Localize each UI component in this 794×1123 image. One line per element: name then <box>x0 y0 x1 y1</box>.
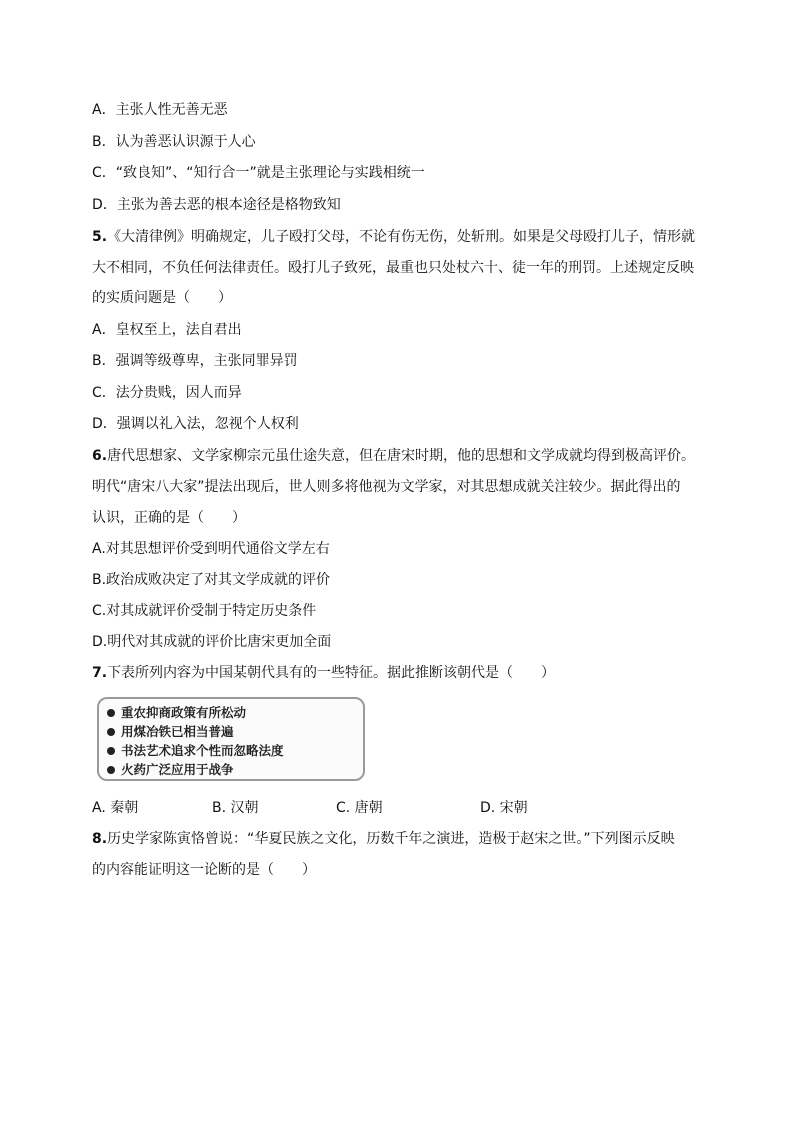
q6-text-1: 唐代思想家、文学家柳宗元虽仕途失意，但在唐宋时期，他的思想和文学成就均得到极高评价。 <box>107 448 696 464</box>
q7-number: 7. <box>92 665 108 681</box>
bullet-icon <box>107 766 115 774</box>
q7-option-a: A. 秦朝 <box>92 800 139 816</box>
q6-option-c: C.对其成就评价受制于特定历史条件 <box>92 603 317 619</box>
q4-option-a: A．主张人性无善无恶 <box>92 102 228 118</box>
q6-option-b: B.政治成败决定了对其文学成就的评价 <box>92 572 331 588</box>
bullet-icon <box>107 728 115 736</box>
q7-feature-text: 用煤冶铁已相当普遍 <box>121 724 234 739</box>
q8-stem-line-2: 的内容能证明这一论断的是（ ） <box>92 862 316 878</box>
q5-stem-line-3: 的实质问题是（ ） <box>92 290 232 306</box>
q7-option-d: D. 宋朝 <box>480 800 528 816</box>
q8-number: 8. <box>92 831 108 847</box>
q5-option-b: B．强调等级尊卑，主张同罪异罚 <box>92 353 298 369</box>
q7-feature-item <box>121 762 234 778</box>
q7-stem <box>92 663 555 683</box>
q6-stem-line-3: 认识，正确的是（ ） <box>92 510 246 526</box>
q8-stem-line-1 <box>92 829 675 849</box>
q7-feature-text: 火药广泛应用于战争 <box>121 762 234 777</box>
q5-option-a: A．皇权至上，法自君出 <box>92 322 242 338</box>
q7-text: 下表所列内容为中国某朝代具有的一些特征。据此推断该朝代是（ ） <box>107 665 556 681</box>
q7-feature-item <box>121 724 234 740</box>
q6-option-d: D.明代对其成就的评价比唐宋更加全面 <box>92 634 332 650</box>
bullet-icon <box>107 747 115 755</box>
q7-feature-item <box>121 705 246 721</box>
q7-option-b: B. 汉朝 <box>212 800 259 816</box>
q4-option-d: D．主张为善去恶的根本途径是格物致知 <box>92 197 341 213</box>
q5-option-d: D．强调以礼入法，忽视个人权利 <box>92 416 299 432</box>
q5-option-c: C．法分贵贱，因人而异 <box>92 385 242 401</box>
q4-option-b: B．认为善恶认识源于人心 <box>92 134 256 150</box>
q5-stem-line-2: 大不相同，不负任何法律责任。殴打儿子致死，最重也只处杖六十、徒一年的刑罚。上述规定反映 <box>92 260 694 276</box>
q7-feature-item <box>121 743 284 759</box>
q5-text-1: 《大清律例》明确规定，儿子殴打父母，不论有伤无伤，处斩刑。如果是父母殴打儿子，情形就 <box>107 229 696 245</box>
q7-feature-box <box>97 697 365 781</box>
q6-number: 6. <box>92 448 108 464</box>
q5-number: 5. <box>92 229 108 245</box>
q7-feature-text: 书法艺术追求个性而忽略法度 <box>121 743 284 758</box>
q7-feature-text: 重农抑商政策有所松动 <box>121 705 247 720</box>
q6-stem-line-2: 明代“唐宋八大家”提法出现后，世人则多将他视为文学家，对其思想成就关注较少。据此得出的 <box>92 479 681 495</box>
bullet-icon <box>107 709 115 717</box>
q6-stem-line-1 <box>92 446 695 466</box>
q4-option-c: C．“致良知”、“知行合一”就是主张理论与实践相统一 <box>92 165 425 181</box>
q7-option-c: C. 唐朝 <box>336 800 383 816</box>
q8-text-1: 历史学家陈寅恪曾说：“华夏民族之文化，历数千年之演进，造极于赵宋之世。”下列图示反映 <box>107 831 675 847</box>
q5-stem-line-1 <box>92 227 695 247</box>
q6-option-a: A.对其思想评价受到明代通俗文学左右 <box>92 541 330 557</box>
